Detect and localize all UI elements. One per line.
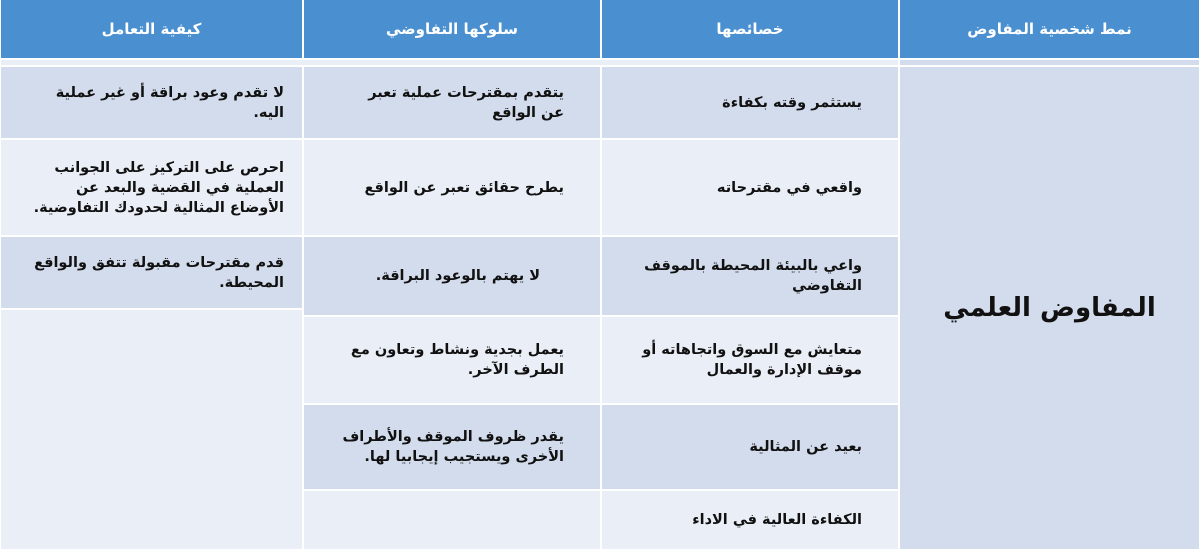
handling-cell xyxy=(1,310,302,549)
header-spacer xyxy=(1,60,898,65)
header-behavior: سلوكها التفاوضي xyxy=(304,0,600,58)
handling-cell: احرص على التركيز على الجوانب العملية في القضية والبعد عن الأوضاع المثالية لحدودك التفاوضية. xyxy=(1,140,302,235)
header-spacer xyxy=(900,60,1199,65)
behavior-cell: لا يهتم بالوعود البراقة. xyxy=(304,237,600,315)
header-type: نمط شخصية المفاوض xyxy=(900,0,1199,58)
type-cell: المفاوض العلمي xyxy=(900,67,1199,549)
handling-cell: لا تقدم وعود براقة أو غير عملية اليه. xyxy=(1,67,302,138)
trait-cell: يستثمر وقته بكفاءة xyxy=(602,67,898,138)
behavior-cell xyxy=(304,491,600,549)
handling-cell: قدم مقترحات مقبولة تتفق والواقع المحيطة. xyxy=(1,237,302,308)
header-handling: كيفية التعامل xyxy=(1,0,302,58)
header-traits: خصائصها xyxy=(602,0,898,58)
behavior-cell: يقدر ظروف الموقف والأطراف الأخرى ويستجيب إيجابيا لها. xyxy=(304,405,600,489)
trait-cell: الكفاءة العالية في الاداء xyxy=(602,491,898,549)
behavior-cell: يتقدم بمقترحات عملية تعبر عن الواقع xyxy=(304,67,600,138)
trait-cell: واقعي في مقترحاته xyxy=(602,140,898,235)
trait-cell: متعايش مع السوق واتجاهاته أو موقف الإدارة والعمال xyxy=(602,317,898,403)
trait-cell: واعي بالبيئة المحيطة بالموقف التفاوضي xyxy=(602,237,898,315)
trait-cell: بعيد عن المثالية xyxy=(602,405,898,489)
behavior-cell: يعمل بجدية ونشاط وتعاون مع الطرف الآخر. xyxy=(304,317,600,403)
behavior-cell: يطرح حقائق تعبر عن الواقع xyxy=(304,140,600,235)
